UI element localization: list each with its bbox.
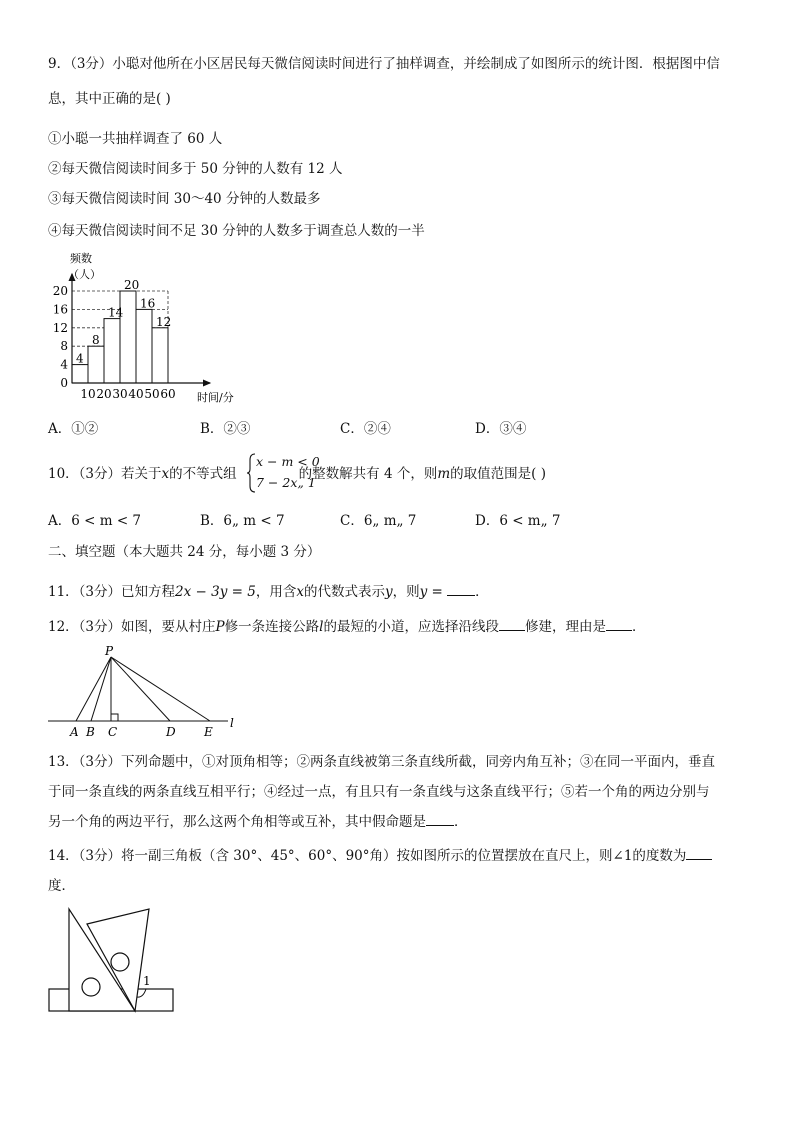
q12-p: P: [215, 619, 225, 635]
angle-1-label: 1: [143, 974, 151, 988]
x-axis-label: 时间/分: [197, 391, 234, 404]
q12-b: 修一条连接公路: [224, 619, 320, 635]
q14-line1-text: 14．（3分）将一副三角板（含 30°、45°、60°、90°角）按如图所示的位置摆放在直尺上，则∠1的度数为: [48, 848, 687, 864]
label-e: E: [204, 725, 213, 739]
q13-line3b: ．: [454, 814, 468, 830]
q13-line3a: 另一个角的两边平行，那么这两个角相等或互补，其中假命题是: [48, 814, 426, 830]
q9-option-c: C．②④: [340, 421, 391, 437]
q11-equation: 2x − 3y = 5: [175, 584, 256, 600]
q10-inequality-1: x − m < 0: [256, 454, 320, 469]
q10-var-x: x: [161, 466, 170, 482]
frequency-histogram: [40, 250, 240, 410]
x-tick-label: 50: [144, 387, 160, 401]
q10-mid1: 的不等式组: [169, 466, 237, 482]
y-tick-label: 20: [52, 284, 68, 298]
y-tick-label: 0: [60, 376, 68, 390]
label-d: D: [166, 725, 176, 739]
q14-figure: [46, 905, 178, 1015]
q13-line2: 于同一条直线的两条直线互相平行；④经过一点，有且只有一条直线与这条直线平行；⑤若一个角的两边分别与: [48, 784, 710, 800]
q13-answer-blank[interactable]: [426, 813, 454, 826]
bar-value-label: 16: [140, 296, 156, 311]
q9-option-d: D．③④: [475, 421, 527, 437]
x-tick-label: 20: [96, 387, 112, 401]
q13-line3: [48, 813, 468, 831]
q11-stem: [48, 583, 489, 601]
q10-var-m: m: [437, 466, 451, 482]
q9-item-1: ①小聪一共抽样调查了 60 人: [48, 131, 223, 147]
right-angle-mark: [111, 714, 118, 721]
histogram-bar: [88, 346, 104, 383]
q14-line1: [48, 847, 712, 865]
q10-inequality-2: 7 − 2x„ 1: [256, 475, 316, 490]
y-axis-label-1: 频数: [70, 252, 92, 265]
q9-option-a: A．①②: [48, 421, 99, 437]
q12-c: 的最短的小道，应选择沿线段: [323, 619, 499, 635]
y-axis-label-2: （人）: [68, 268, 101, 281]
q14-answer-blank[interactable]: [686, 847, 712, 860]
y-tick-label: 8: [60, 339, 68, 354]
bar-value-label: 20: [124, 278, 140, 292]
q10-suffix: 的取值范围是( ): [450, 466, 546, 482]
q12-reason-blank[interactable]: [606, 618, 632, 631]
histogram-bar: [72, 365, 88, 383]
histogram-bar: [136, 309, 152, 383]
bar-value-label: 14: [108, 305, 124, 320]
label-c: C: [108, 725, 118, 739]
q11-b: ，用含: [255, 584, 297, 600]
y-tick-label: 16: [52, 302, 68, 317]
q11-e: y =: [419, 584, 443, 600]
bar-value-label: 4: [76, 351, 84, 366]
label-b: B: [86, 725, 95, 739]
q12-a: 12．（3分）如图，要从村庄: [48, 619, 216, 635]
q11-answer-blank[interactable]: [447, 583, 475, 596]
x-tick-label: 60: [160, 387, 176, 401]
q12-e: ．: [631, 619, 646, 635]
histogram-bar: [152, 328, 168, 383]
q10-option-b: B．6„ m < 7: [200, 513, 285, 529]
bar-value-label: 8: [92, 333, 100, 348]
q11-c: 的代数式表示: [303, 584, 385, 600]
q14-line2: 度．: [48, 878, 75, 894]
bar-value-label: 12: [156, 314, 172, 329]
q12-figure: [48, 643, 248, 743]
y-tick-label: 4: [60, 357, 68, 372]
q11-x: x: [296, 584, 304, 600]
x-tick-label: 40: [128, 387, 144, 401]
section-fill-in-blank-heading: 二、填空题（本大题共 24 分，每小题 3 分）: [48, 544, 321, 560]
y-tick-label: 12: [52, 320, 68, 335]
q13-line1: 13．（3分）下列命题中，①对顶角相等；②两条直线被第三条直线所截，同旁内角互补；③在同一平面内，垂直: [48, 754, 716, 770]
q10-option-d: D．6 < m„ 7: [475, 513, 561, 529]
q9-option-b: B．②③: [200, 421, 251, 437]
q12-l: l: [319, 619, 324, 635]
q9-item-4: ④每天微信阅读时间不足 30 分钟的人数多于调查总人数的一半: [48, 223, 425, 239]
x-tick-label: 30: [112, 387, 128, 401]
q10-mid2: 的整数解共有 4 个，则: [298, 466, 438, 482]
q10-prefix: 10．（3分）若关于: [48, 466, 162, 482]
q9-item-2: ②每天微信阅读时间多于 50 分钟的人数有 12 人: [48, 161, 343, 177]
q10-option-c: C．6„ m„ 7: [340, 513, 417, 529]
q11-f: ．: [475, 584, 489, 600]
label-a: A: [70, 725, 79, 739]
q12-segment-blank[interactable]: [499, 618, 525, 631]
q10-option-a: A．6 < m < 7: [48, 513, 142, 529]
x-tick-label: 10: [80, 387, 96, 401]
q9-line2: 息，其中正确的是( ): [48, 91, 171, 107]
label-p: P: [105, 644, 114, 658]
q12-d: 修建，理由是: [524, 619, 606, 635]
label-l: l: [230, 716, 234, 730]
histogram-bar: [104, 319, 120, 383]
q11-y: y: [384, 584, 393, 600]
q11-d: ，则: [392, 584, 420, 600]
q11-a: 11．（3分）已知方程: [48, 584, 176, 600]
q9-item-3: ③每天微信阅读时间 30～40 分钟的人数最多: [48, 191, 321, 207]
q9-line1: 9．（3分）小聪对他所在小区居民每天微信阅读时间进行了抽样调查，并绘制成了如图所示的统计图．根据图中信: [48, 56, 720, 72]
q12-stem: [48, 618, 645, 636]
